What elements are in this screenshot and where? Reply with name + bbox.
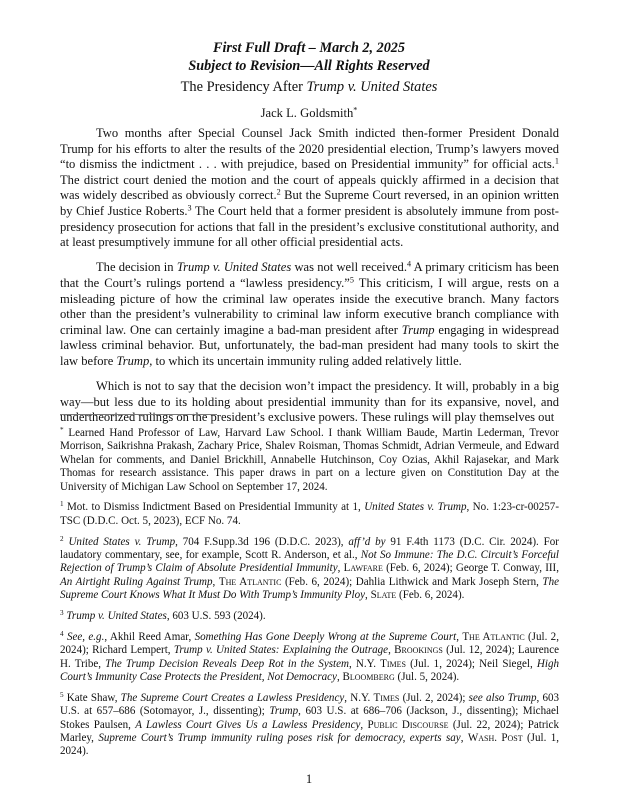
text-run: , N.Y. — [348, 657, 381, 670]
text-run: The Court held that a former president is absolutely immune from post-presidency prosecution for actions that fall in the president’s exclusive constitutional authority, and at least presumptively immune for all other official presidential acts. — [60, 203, 559, 250]
italic-text: Trump v. United States — [176, 260, 292, 275]
text-run: , — [460, 732, 468, 745]
text-run: (Feb. 6, 2024). — [396, 589, 465, 602]
text-run: engaging in widespread lawless criminal behavior. But, unfortunately, the bad-man president had many tools to skirt the law before — [60, 322, 560, 368]
italic-text: Trump — [269, 705, 299, 718]
body-paragraph-1 — [60, 126, 559, 251]
italic-text: Trump v. United States — [306, 79, 438, 95]
small-caps-text: Lawfare — [343, 562, 383, 575]
text-run: (Jul. 2, 2024); Richard Lempert, — [60, 630, 559, 657]
footnote-3 — [60, 610, 559, 623]
footnote-number: 3 — [60, 609, 64, 618]
small-caps-text: Public Discourse — [367, 718, 449, 731]
small-caps-text: Slate — [370, 589, 397, 602]
italic-text: The Trump Decision Reveals Deep Rot in the System — [105, 657, 349, 670]
text-run: , 603 U.S. 593 (2024). — [166, 610, 266, 623]
footnote-separator — [60, 414, 217, 415]
italic-text: Supreme Court’s Trump immunity ruling poses risk for democracy, experts say — [98, 732, 461, 745]
text-run: Jack L. Goldsmith — [260, 106, 354, 120]
small-caps-text: Times — [373, 691, 400, 704]
body-paragraph-2 — [60, 260, 559, 369]
footnote-number: * — [60, 426, 64, 435]
text-run: But the Supreme Court reversed, in an opinion written by Chief Justice Roberts. — [60, 188, 559, 218]
footnote-marker: 2 — [276, 187, 281, 197]
text-run: Learned Hand Professor of Law, Harvard Law School. I thank William Baude, Martin Lederman, Trevor Morrison, Saikrishna Prakash, Zachary Price, Shalev Roisman, Thomas Schmidt, Adrian Vermeule, and Edward Whelan for comments, and Daniel Brickhill, Annabelle Hutchinson, Coy Ozias, Akhil Rajasekar, and Mark Thomas for research assistance. This paper draws in part on a lecture given on Constitution Day at the University of Michigan Law School on September 17, 2024. — [60, 427, 559, 493]
footnote-4 — [60, 631, 559, 685]
italic-text: A Lawless Court Gives Us a Lawless Presidency — [135, 718, 361, 731]
footnote-number: 2 — [60, 534, 64, 543]
document-header — [0, 39, 618, 121]
text-run: The district court denied the motion and the court of appeals quickly affirmed in a decision that was widely described as obviously correct. — [60, 172, 559, 203]
small-caps-text: The Atlantic — [218, 575, 282, 588]
text-run: , — [365, 589, 371, 602]
small-caps-text: The Atlantic — [462, 630, 525, 643]
footnote-marker: 4 — [406, 259, 412, 269]
text-run: , N.Y. — [344, 691, 374, 704]
text-run: (Jul. 1, 2024); Neil Siegel, — [406, 657, 537, 670]
small-caps-text: Wash. Post — [467, 732, 523, 745]
footnote-5 — [60, 692, 559, 759]
text-run: (Jul. 22, 2024); Patrick Marley, — [60, 718, 559, 745]
draft-notice-rights: Subject to Revision—All Rights Reserved — [188, 58, 430, 74]
text-run: (Jul. 1, 2024). — [60, 732, 559, 758]
italic-text: The Supreme Court Creates a Lawless Presidency — [120, 691, 345, 704]
text-run: , — [456, 630, 463, 643]
text-run: 91 F.4th 1173 (D.C. Cir. 2024). For laudatory commentary, see, for example, Scott R. Anderson, et al., — [60, 535, 559, 562]
footnote-marker: 1 — [554, 156, 559, 166]
text-run: , — [212, 575, 219, 588]
italic-text: Something Has Gone Deeply Wrong at the Supreme Court — [194, 630, 457, 643]
text-run: Kate Shaw, — [63, 691, 121, 704]
italic-text: United States v. Trump — [364, 501, 467, 514]
text-run: , No. 1:23-cr-00257-TSC (D.D.C. Oct. 5, 2023), ECF No. 74. — [60, 501, 559, 527]
italic-text: Trump — [401, 322, 435, 337]
italic-text: aff’d by — [348, 535, 386, 548]
small-caps-text: Bloomberg — [342, 671, 395, 684]
text-run: , — [388, 644, 395, 657]
text-run: (Jul. 2, 2024); — [399, 691, 469, 704]
text-run: Mot. to Dismiss Indictment Based on Presidential Immunity at 1, — [63, 501, 365, 514]
text-run: was not well received. — [291, 260, 407, 275]
small-caps-text: Brookings — [394, 644, 443, 657]
italic-text: Trump — [116, 353, 150, 368]
italic-text: An Airtight Ruling Against Trump — [60, 575, 213, 588]
italic-text: United States v. Trump — [68, 535, 176, 548]
italic-text: Trump v. United States: Explaining the Outrage — [173, 644, 389, 657]
text-run: , — [360, 718, 368, 731]
footnote-marker: 5 — [349, 275, 354, 285]
text-run: , to which its uncertain immunity ruling added relatively little. — [149, 353, 462, 368]
text-run: , 603 U.S. at 657–686 (Sotomayor, J., dissenting); — [60, 691, 560, 718]
text-run: A primary criticism has been that the Court’s rulings portend a “lawless presidency.” — [60, 260, 559, 290]
text-run: (Jul. 5, 2024). — [394, 671, 460, 684]
italic-text: See, e.g. — [66, 630, 105, 643]
italic-text: see also Trump — [468, 691, 537, 704]
text-run: , — [336, 671, 343, 684]
footnote-number: 1 — [60, 500, 64, 509]
text-run: (Feb. 6, 2024); Dahlia Lithwick and Mark Joseph Stern, — [281, 575, 543, 588]
draft-notice-date: First Full Draft – March 2, 2025 — [213, 40, 405, 56]
footnote-1 — [60, 501, 559, 528]
text-run: The decision in — [96, 260, 177, 275]
text-run: (Feb. 6, 2024); George T. Conway, III, — [382, 562, 560, 575]
footnote-marker: 3 — [187, 203, 192, 213]
footnote-number: 4 — [60, 629, 64, 638]
body-paragraph-3 — [60, 379, 559, 426]
body-text — [60, 126, 559, 435]
footnote-marker: * — [353, 105, 358, 115]
footnote-author — [60, 427, 559, 494]
text-run: Two months after Special Counsel Jack Smith indicted then-former President Donald Trump for his efforts to alter the results of the 2020 presidential election, Trump’s lawyers moved “to dismiss the indictment . . . with prejudice, based on Presidential immunity” for official acts. — [60, 126, 559, 172]
text-run: , Akhil Reed Amar, — [104, 630, 195, 643]
text-run: , 704 F.Supp.3d 196 (D.D.C. 2023), — [175, 535, 349, 548]
page-number: 1 — [305, 772, 313, 786]
paper-title — [0, 77, 618, 97]
text-run: , — [337, 562, 344, 575]
small-caps-text: Times — [380, 657, 407, 670]
footnote-number: 5 — [60, 690, 64, 699]
italic-text: High Court’s Immunity Case Protects the President, Not Democracy — [60, 657, 559, 684]
text-run: The Presidency After — [180, 79, 307, 95]
text-run: Which is not to say that the decision won’t impact the presidency. It will, probably in a big way—but less due to its holding about presidential immunity than for its expansive, novel, and undertheorized rulings on the president’s exclusive powers. These rulings will play themselves out — [60, 379, 559, 425]
italic-text: The Supreme Court Knows What It Must Do With Trump’s Immunity Ploy — [60, 575, 559, 602]
italic-text: Trump v. United States — [66, 610, 167, 623]
footnote-2 — [60, 536, 559, 603]
italic-text: Not So Immune: The D.C. Circuit’s Forceful Rejection of Trump’s Claim of Absolute Presidential Immunity — [60, 549, 559, 575]
text-run: (Jul. 12, 2024); Laurence H. Tribe, — [60, 644, 559, 670]
footnotes — [60, 427, 559, 766]
author-name — [0, 105, 618, 121]
text-run: This criticism, I will argue, rests on a misleading picture of how the criminal law operates inside the executive branch. Many factors other than the president’s vulnerability to criminal law inform executive branch compliance with criminal law. One can certainly imagine a bad-man president after — [60, 275, 560, 337]
text-run: , 603 U.S. at 686–706 (Jackson, J., dissenting); Michael Stokes Paulsen, — [60, 705, 559, 731]
